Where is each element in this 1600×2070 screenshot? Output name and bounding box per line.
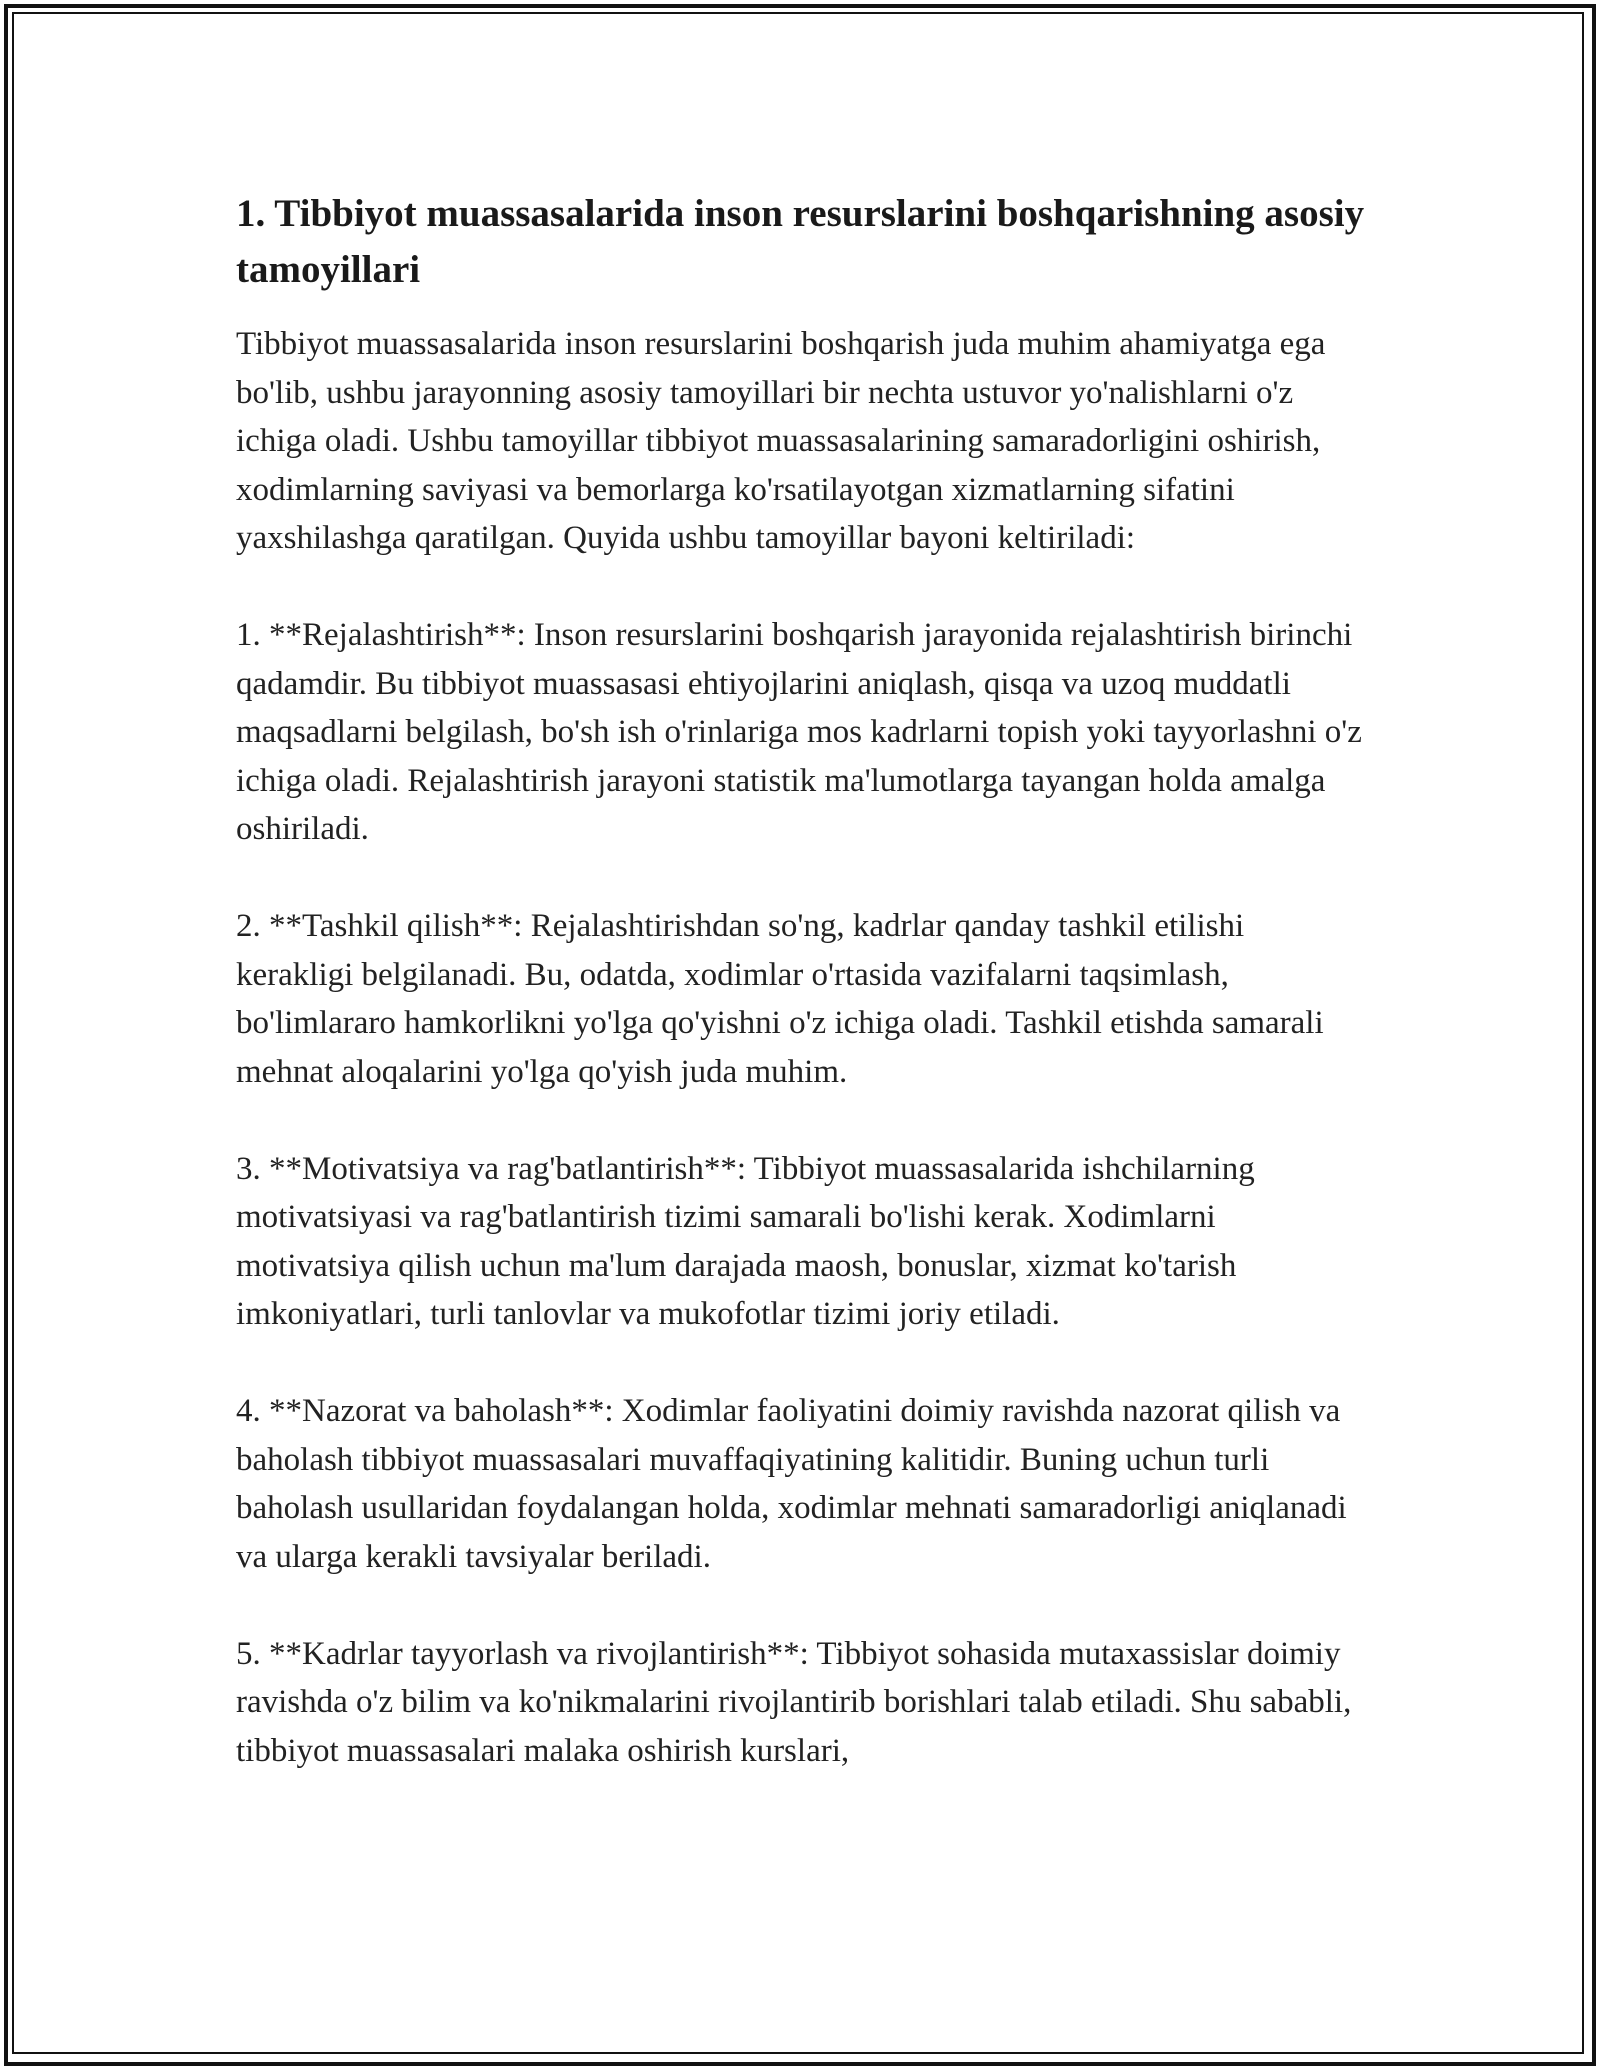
intro-paragraph: Tibbiyot muassasalarida inson resurslarini boshqarish juda muhim ahamiyatga ega bo'lib, ushbu jarayonning asosiy tamoyillari bir nechta ustuvor yo'nalishlarni o'z ichiga oladi. Ushbu tamoyillar tibbiyot muassasalarining samaradorligini oshirish, xodimlarning saviyasi va bemorlarga ko'rsatilayotgan xizmatlarning sifatini yaxshilashga qaratilgan. Quyida ushbu tamoyillar bayoni keltiriladi: xyxy=(236,326,1326,556)
principle-control-paragraph: 4. **Nazorat va baholash**: Xodimlar faoliyatini doimiy ravishda nazorat qilish va baholash tibbiyot muassasalari muvaffaqiyatining kalitidir. Buning uchun turli baholash usullaridan foydalangan holda, xodimlar mehnati samaradorligi aniqlanadi va ularga kerakli tavsiyalar beriladi. xyxy=(236,1393,1347,1575)
principle-motivation-paragraph: 3. **Motivatsiya va rag'batlantirish**: Tibbiyot muassasalarida ishchilarning motivatsiyasi va rag'batlantirish tizimi samarali bo'lishi kerak. Xodimlarni motivatsiya qilish uchun ma'lum darajada maosh, bonuslar, xizmat ko'tarish imkoniyatlari, turli tanlovlar va mukofotlar tizimi joriy etiladi. xyxy=(236,1150,1255,1332)
document-body xyxy=(236,186,1366,1824)
principle-planning-paragraph: 1. **Rejalashtirish**: Inson resurslarini boshqarish jarayonida rejalashtirish birinchi qadamdir. Bu tibbiyot muassasasi ehtiyojlarini aniqlash, qisqa va uzoq muddatli maqsadlarni belgilash, bo'sh ish o'rinlariga mos kadrlarni topish yoki tayyorlashni o'z ichiga oladi. Rejalashtirish jarayoni statistik ma'lumotlarga tayangan holda amalga oshiriladi. xyxy=(236,617,1362,847)
principle-organizing-paragraph: 2. **Tashkil qilish**: Rejalashtirishdan so'ng, kadrlar qanday tashkil etilishi kerakligi belgilanadi. Bu, odatda, xodimlar o'rtasida vazifalarni taqsimlash, bo'limlararo hamkorlikni yo'lga qo'yishni o'z ichiga oladi. Tashkil etishda samarali mehnat aloqalarini yo'lga qo'yish juda muhim. xyxy=(236,908,1324,1090)
section-heading: 1. Tibbiyot muassasalarida inson resurslarini boshqarishning asosiy tamoyillari xyxy=(236,192,1365,291)
principle-training-paragraph: 5. **Kadrlar tayyorlash va rivojlantirish**: Tibbiyot sohasida mutaxassislar doimiy ravishda o'z bilim va ko'nikmalarini rivojlantirib borishlari talab etiladi. Shu sababli, tibbiyot muassasalari malaka oshirish kurslari, xyxy=(236,1635,1352,1769)
